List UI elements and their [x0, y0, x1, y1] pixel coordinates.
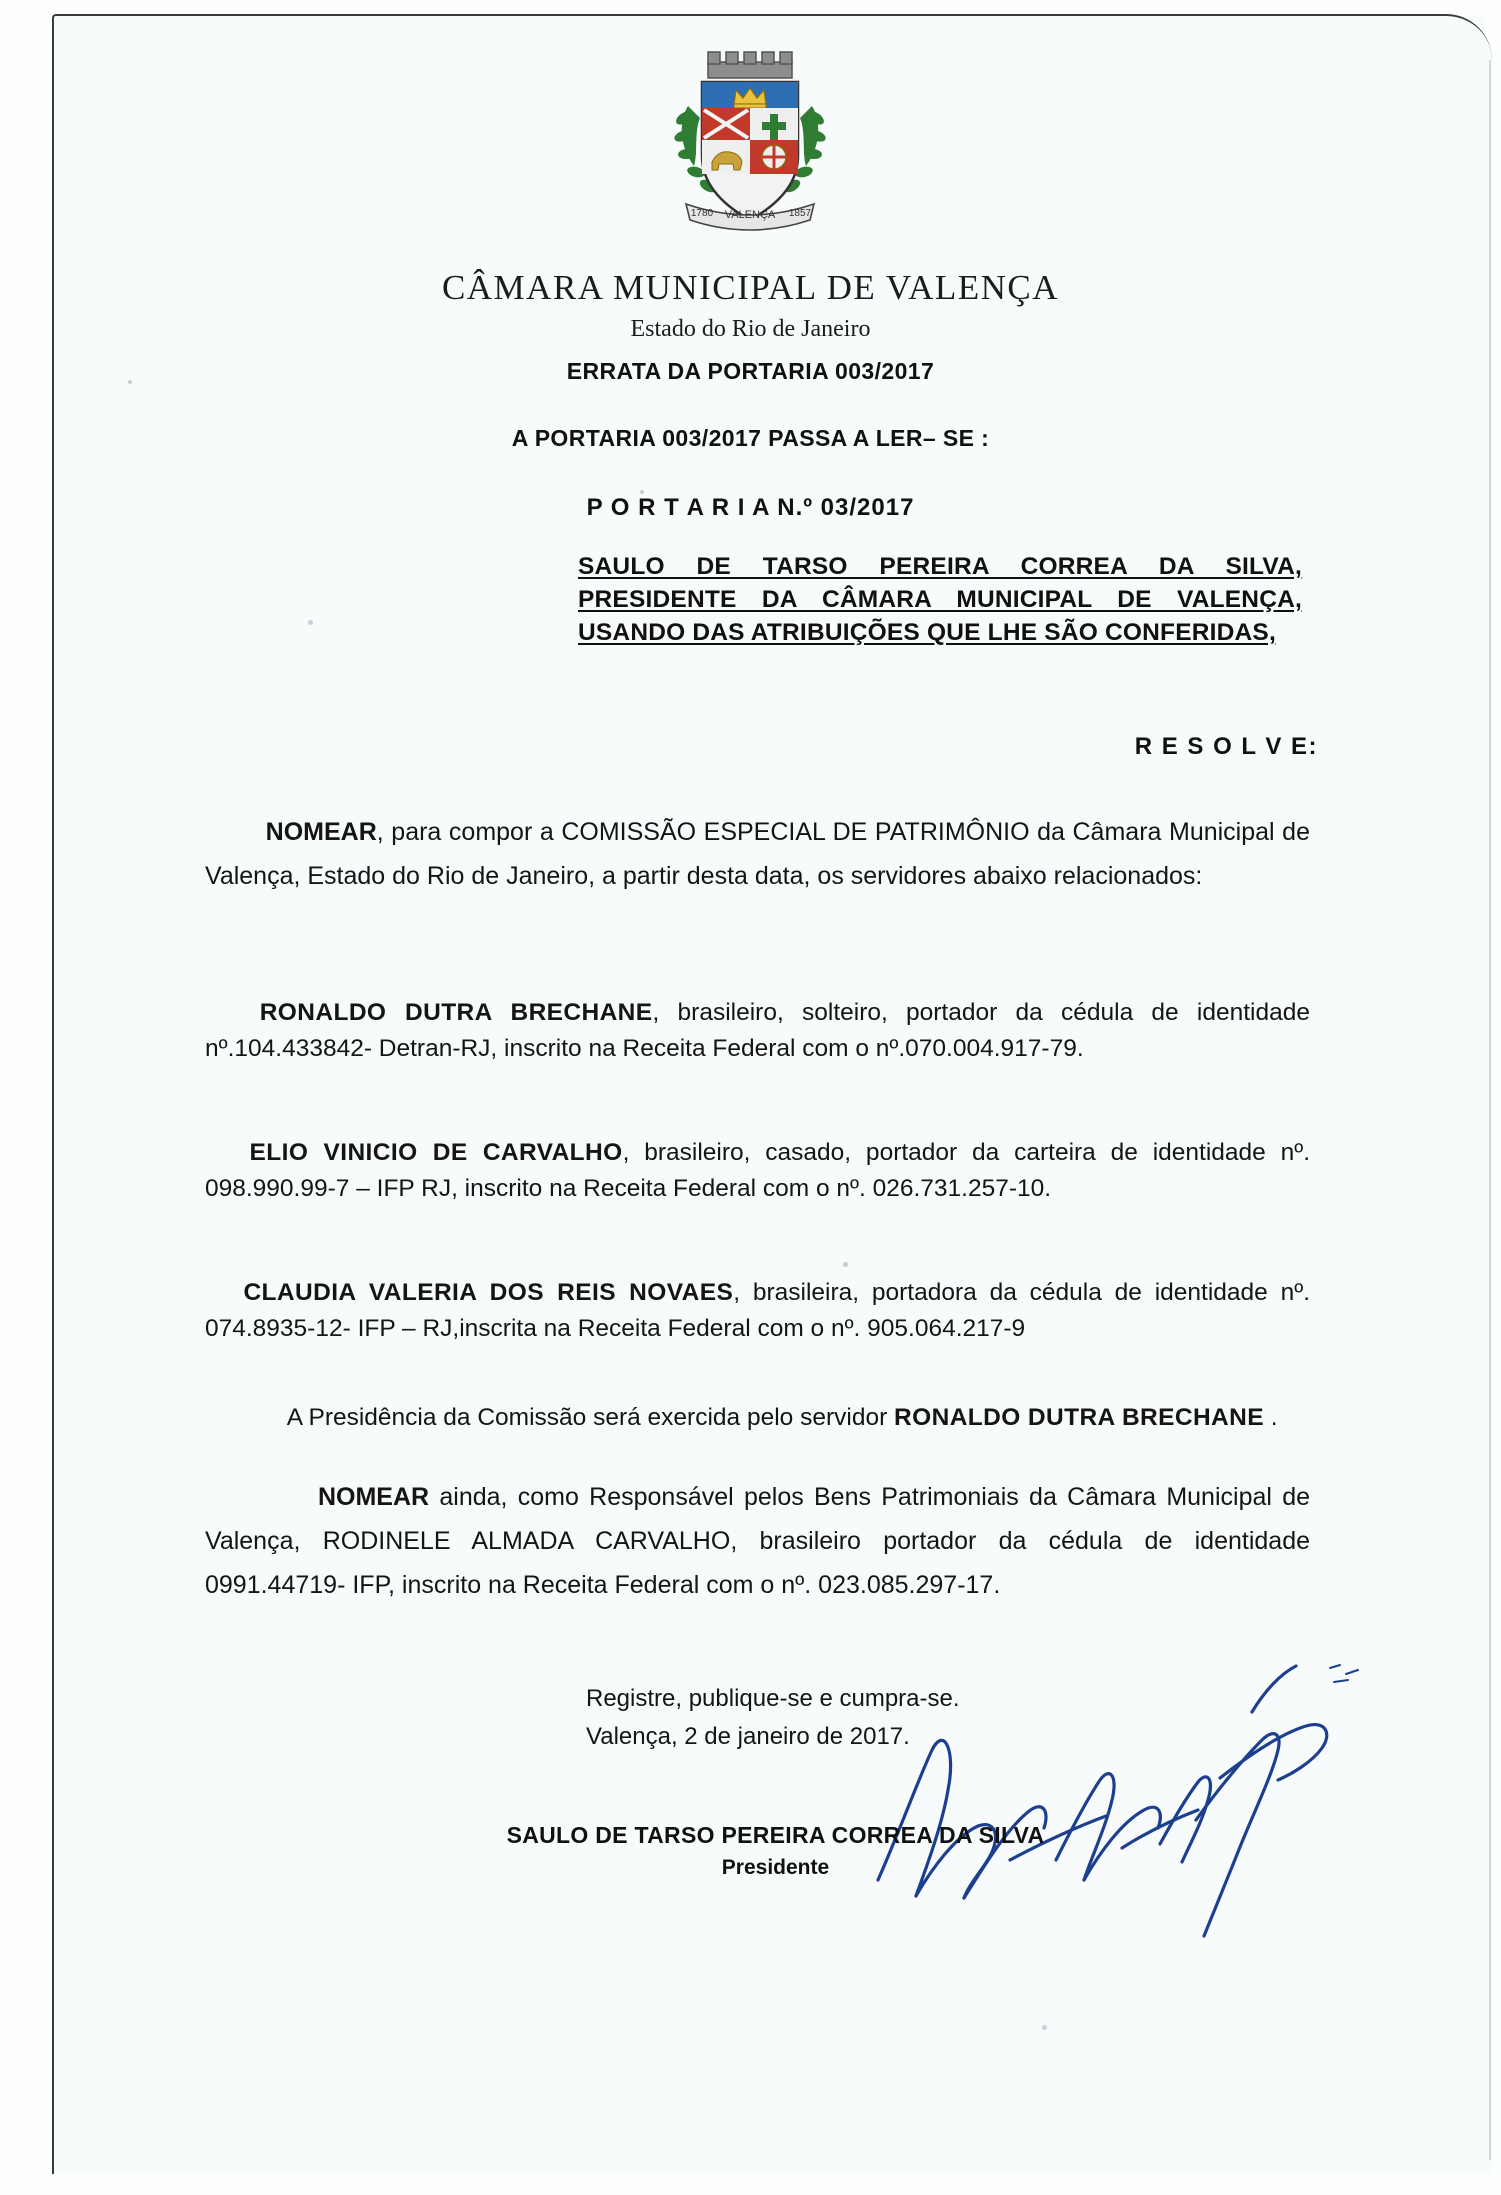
organization-title: CÂMARA MUNICIPAL DE VALENÇA [441, 268, 1060, 307]
svg-text:VALENÇA: VALENÇA [724, 209, 776, 221]
closing-block [586, 1680, 960, 1756]
svg-text:1857: 1857 [788, 208, 812, 219]
portaria-number: P O R T A R I A N.º 03/2017 [586, 494, 915, 521]
paragraph-nomear-intro [205, 810, 1310, 898]
errata-heading: ERRATA DA PORTARIA 003/2017 [566, 358, 935, 384]
paragraph-person-2 [205, 1135, 1310, 1207]
nomear2-mid: ainda, como Responsável pelos Bens Patrimoniais da Câmara Municipal de Valença, [205, 1483, 1311, 1555]
closing-line-1: Registre, publique-se e cumpra-se. [586, 1685, 960, 1712]
handwritten-signature [860, 1630, 1380, 1940]
paragraph-person-1 [205, 995, 1310, 1067]
nomear2-lead: NOMEAR [317, 1483, 430, 1511]
paragraph-person-3 [205, 1275, 1310, 1347]
person-3-name: CLAUDIA VALERIA DOS REIS NOVAES [243, 1279, 734, 1306]
nomear2-highlight: RODINELE ALMADA CARVALHO [322, 1527, 731, 1555]
closing-line-2: Valença, 2 de janeiro de 2017. [586, 1723, 910, 1750]
person-1-name: RONALDO DUTRA BRECHANE [259, 999, 653, 1026]
person-2-details: , brasileiro, casado, portador da carteira de identidade nº. 098.990.99-7 – IFP RJ, inscrito na Receita Federal com o nº. 026.731.257-10. [205, 1139, 1311, 1202]
nomear2-tail: , brasileiro portador da cédula de identidade 0991.44719- IFP, inscrito na Receita Federal com o nº. 023.085.297-17. [205, 1527, 1310, 1599]
nomear-intro-text: , para compor a COMISSÃO ESPECIAL DE PATRIMÔNIO da Câmara Municipal de Valença, Estado do Rio de Janeiro, a partir desta data, os servidores abaixo relacionados: [205, 818, 1310, 890]
resolve-label: R E S O L V E: [1134, 733, 1318, 760]
passa-a-ler-line: A PORTARIA 003/2017 PASSA A LER– SE : [511, 425, 990, 451]
person-2-name: ELIO VINICIO DE CARVALHO [249, 1139, 623, 1166]
person-1-details: , brasileiro, solteiro, portador da cédula de identidade nº.104.433842- Detran-RJ, inscrito na Receita Federal com o nº.070.004.917-79. [205, 999, 1310, 1062]
signature-role: Presidente [721, 1856, 830, 1879]
signature-name: SAULO DE TARSO PEREIRA CORREA DA SILVA [506, 1822, 1045, 1848]
presidencia-tail: . [1263, 1404, 1278, 1431]
presidencia-text: A Presidência da Comissão será exercida pelo servidor [286, 1404, 895, 1431]
president-authority-block [578, 550, 1302, 649]
presidencia-name: RONALDO DUTRA BRECHANE [894, 1404, 1264, 1431]
president-authority-text: SAULO DE TARSO PEREIRA CORREA DA SILVA, PRESIDENTE DA CÂMARA MUNICIPAL DE VALENÇA, USANDO DAS ATRIBUIÇÕES QUE LHE SÃO CONFERIDAS, [578, 553, 1302, 646]
person-3-details: , brasileira, portadora da cédula de identidade nº. 074.8935-12- IFP – RJ,inscrita na Receita Federal com o nº. 905.064.217-9 [205, 1279, 1311, 1342]
paragraph-nomear-second [205, 1475, 1310, 1607]
coat-of-arms-icon [650, 44, 850, 244]
svg-text:1780: 1780 [690, 208, 714, 219]
organization-subtitle: Estado do Rio de Janeiro [630, 316, 871, 342]
nomear-lead: NOMEAR [265, 818, 377, 846]
paragraph-presidencia [205, 1400, 1310, 1436]
